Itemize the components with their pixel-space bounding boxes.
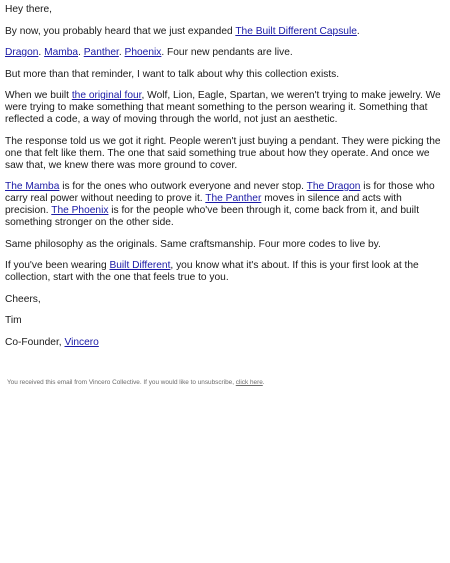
paragraph-pendants-tail: . Four new pendants are live. (161, 47, 293, 58)
greeting: Hey there, (5, 4, 52, 15)
signoff: Cheers, (5, 293, 41, 305)
sender-title-text: Co-Founder, (5, 336, 65, 348)
paragraph-built-different-after: , you know what it's about. If this is your first look at the collection, start with the one that feels true to you. (5, 260, 419, 283)
paragraph-original-four (5, 90, 445, 126)
built-different-link[interactable]: Built Different (109, 260, 171, 271)
sender-title (5, 337, 445, 349)
phoenix-description: is for the people who've been through it, come back from it, and built something stronger on the other side. (5, 205, 420, 228)
dragon-link[interactable]: Dragon (5, 47, 39, 58)
footer-text: You received this email from Vincero Collective. If you would like to unsubscribe, (7, 378, 236, 386)
separator: . (38, 47, 45, 58)
paragraph-intro-text: By now, you probably heard that we just expanded (5, 25, 236, 37)
panther-link[interactable]: Panther (83, 47, 119, 58)
paragraph-intro (5, 26, 445, 38)
paragraph-pendants (5, 47, 445, 59)
sender-name: Tim (5, 315, 22, 326)
paragraph-pendant-descriptions (5, 181, 445, 229)
panther-description: moves in silence and acts with precision. (5, 193, 402, 216)
paragraph-original-four-before: When we built (5, 90, 72, 101)
paragraph-built-different-before: If you've been wearing (5, 260, 110, 271)
paragraph-reminder: But more than that reminder, I want to talk about why this collection exists. (5, 68, 340, 80)
built-different-capsule-link[interactable]: The Built Different Capsule (235, 25, 357, 37)
paragraph-philosophy: Same philosophy as the originals. Same craftsmanship. Four more codes to live by. (5, 238, 381, 250)
separator: . (78, 47, 84, 58)
footer-end: . (262, 378, 265, 386)
the-phoenix-link[interactable]: The Phoenix (51, 205, 109, 216)
phoenix-link[interactable]: Phoenix (124, 47, 162, 58)
unsubscribe-link[interactable]: click here (235, 378, 263, 386)
mamba-link[interactable]: Mamba (44, 47, 79, 58)
the-dragon-link[interactable]: The Dragon (306, 181, 361, 192)
the-panther-link[interactable]: The Panther (205, 193, 262, 204)
dragon-description: is for those who carry real power without needing to prove it. (5, 181, 435, 204)
separator: . (118, 47, 125, 58)
paragraph-built-different (5, 260, 445, 284)
the-mamba-link[interactable]: The Mamba (5, 181, 60, 192)
email-footer (5, 379, 445, 387)
vincero-link[interactable]: Vincero (64, 336, 99, 348)
paragraph-response: The response told us we got it right. People weren't just buying a pendant. They were picking the one that felt like them. The one that said something true about how they operate. And once we saw that, we knew there was more ground to cover. (5, 135, 441, 171)
paragraph-original-four-after: , Wolf, Lion, Eagle, Spartan, we weren't trying to make jewelry. We were trying to make something that meant something to the person wearing it. Something that reflected a code, a way of moving through the world, not just an aesthetic. (5, 90, 441, 125)
original-four-link[interactable]: the original four (71, 90, 142, 101)
paragraph-intro-end: . (356, 25, 360, 37)
mamba-description: is for the ones who outwork everyone and never stop. (59, 181, 307, 192)
